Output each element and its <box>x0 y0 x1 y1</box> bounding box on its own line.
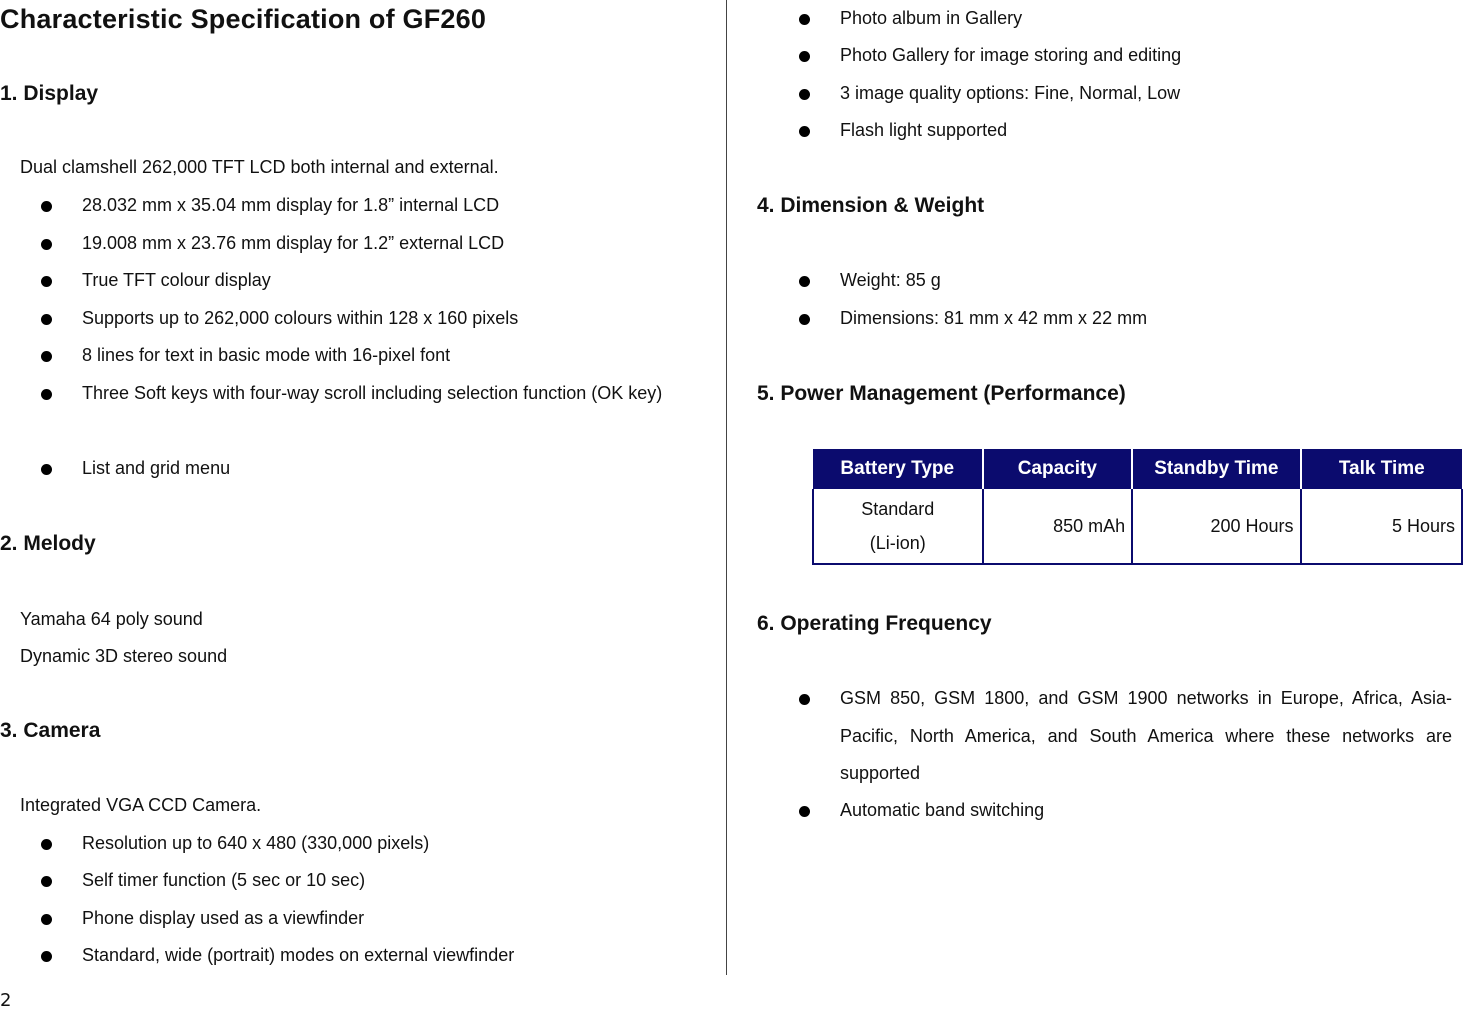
camera-intro: Integrated VGA CCD Camera. <box>20 795 262 815</box>
list-item: Three Soft keys with four-way scroll including selection function (OK key) <box>41 375 691 450</box>
page-number: 2 <box>0 990 12 1011</box>
column-header: Capacity <box>983 449 1133 489</box>
section-heading-camera: 3. Camera <box>0 719 101 742</box>
standby-cell: 200 Hours <box>1132 489 1300 564</box>
bullet-icon <box>799 276 810 287</box>
bullet-icon <box>799 14 810 25</box>
column-header: Battery Type <box>813 449 983 489</box>
bullet-icon <box>41 201 52 212</box>
battery-type-line: (Li-ion) <box>869 533 926 553</box>
battery-table <box>812 449 1463 565</box>
column-divider <box>726 0 727 975</box>
bullet-icon <box>41 914 52 925</box>
bullet-icon <box>799 314 810 325</box>
capacity-cell: 850 mAh <box>983 489 1133 564</box>
bullet-icon <box>799 89 810 100</box>
bullet-icon <box>41 314 52 325</box>
bullet-icon <box>41 351 52 362</box>
table-row <box>813 489 1462 564</box>
melody-line: Yamaha 64 poly sound <box>20 609 203 629</box>
section-heading-power: 5. Power Management (Performance) <box>757 382 1126 405</box>
column-header: Standby Time <box>1132 449 1300 489</box>
bullet-icon <box>799 806 810 817</box>
display-intro: Dual clamshell 262,000 TFT LCD both internal and external. <box>20 157 499 177</box>
bullet-icon <box>799 126 810 137</box>
table-header-row <box>813 449 1462 489</box>
bullet-icon <box>799 51 810 62</box>
list-item: GSM 850, GSM 1800, and GSM 1900 networks in Europe, Africa, Asia-Pacific, North America, and South America where these networks are supported <box>799 680 1454 793</box>
bullet-icon <box>41 464 52 475</box>
bullet-icon <box>41 951 52 962</box>
talk-time-cell: 5 Hours <box>1301 489 1462 564</box>
bullet-icon <box>41 839 52 850</box>
bullet-icon <box>41 389 52 400</box>
bullet-icon <box>799 694 810 705</box>
bullet-icon <box>41 239 52 250</box>
section-heading-display: 1. Display <box>0 82 99 105</box>
column-header: Talk Time <box>1301 449 1462 489</box>
section-heading-melody: 2. Melody <box>0 532 96 555</box>
battery-type-cell <box>813 489 983 564</box>
section-heading-frequency: 6. Operating Frequency <box>757 612 992 635</box>
bullet-icon <box>41 876 52 887</box>
section-heading-dimension: 4. Dimension & Weight <box>757 194 985 217</box>
battery-type-line: Standard <box>861 499 935 519</box>
bullet-icon <box>41 276 52 287</box>
melody-line: Dynamic 3D stereo sound <box>20 646 228 666</box>
page-title: Characteristic Specification of GF260 <box>0 4 487 34</box>
